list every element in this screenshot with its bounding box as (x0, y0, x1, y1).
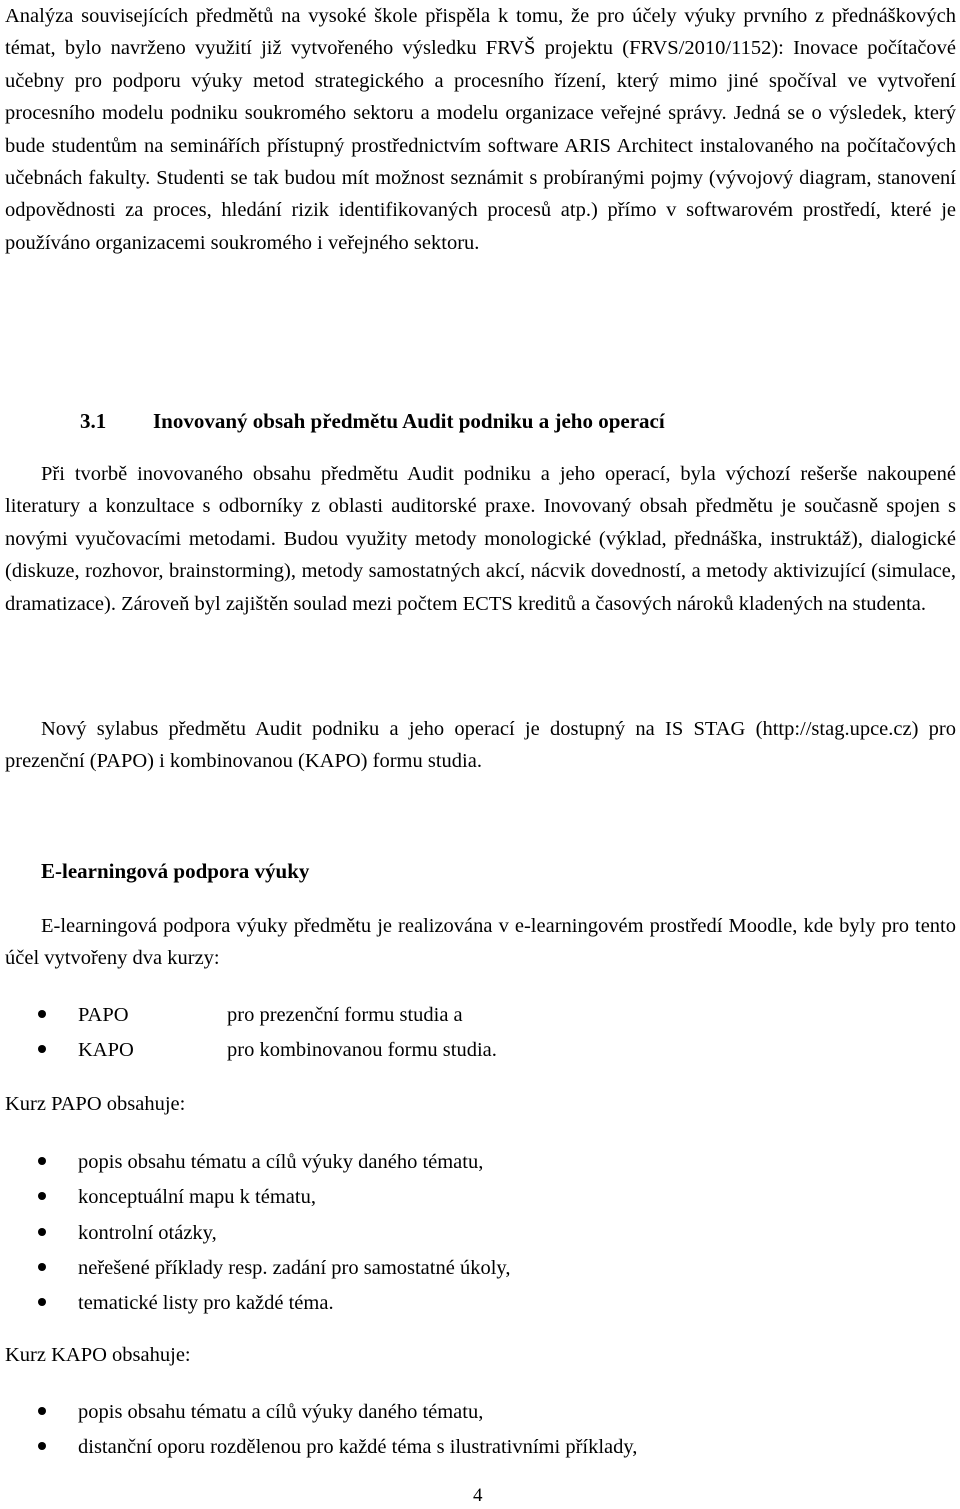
bullet-icon (38, 1228, 46, 1236)
course-code: PAPO (78, 1004, 129, 1026)
kapo-label: Kurz KAPO obsahuje: (5, 1344, 191, 1366)
course-description: pro kombinovanou formu studia. (227, 1039, 497, 1062)
bullet-icon (38, 1045, 46, 1053)
intro-paragraph: Analýza souvisejících předmětů na vysoké škole přispěla k tomu, že pro účely výuky prvního z přednáškových témat, bylo navrženo využití již vytvořeného výsledku FRVŠ projektu (FRVS/2010/1152): Inovace počítačové učebny pro podporu výuky metod strategického a procesního řízení, který mimo jiné spočíval ve vytvoření procesního modelu podniku soukromého sektoru a modelu organizace veřejné správy. Jedná se o výsledek, který bude studentům na seminářích přístupný prostřednictvím software ARIS Architect instalovaného na počítačových učebnách fakulty. Studenti se tak budou mít možnost seznámit s probíranými pojmy (vývojový diagram, stanovení odpovědnosti za proces, hledání rizik identifikovaných procesů atp.) přímo v softwarovém prostředí, které je používáno organizacemi soukromého i veřejného sektoru. (5, 5, 956, 254)
list-item-text: distanční oporu rozdělenou pro každé téma s ilustrativními příklady, (78, 1436, 638, 1459)
bullet-icon (38, 1442, 46, 1450)
list-item-text: konceptuální mapu k tématu, (78, 1186, 316, 1209)
bullet-icon (38, 1407, 46, 1415)
list-item-text: popis obsahu tématu a cílů výuky daného tématu, (78, 1151, 484, 1173)
course-description: pro prezenční formu studia a (227, 1004, 463, 1026)
list-item-text: popis obsahu tématu a cílů výuky daného tématu, (78, 1401, 484, 1423)
list-item-text: neřešené příklady resp. zadání pro samostatné úkoly, (78, 1256, 511, 1279)
course-code: KAPO (78, 1039, 134, 1062)
elearning-paragraph: E-learningová podpora výuky předmětu je realizována v e-learningovém prostředí Moodle, kde byly pro tento účel vytvořeny dva kurzy: (5, 915, 956, 970)
section-paragraph-1: Při tvorbě inovovaného obsahu předmětu Audit podniku a jeho operací, byla výchozí rešerše nakoupené literatury a konzultace s odborníky z oblasti auditorské praxe. Inovovaný obsah předmětu je současně spojen s novými vyučovacími metodami. Budou využity metody monologické (výklad, přednáška, instruktáž), dialogické (diskuze, rozhovor, brainstorming), metody samostatných akcí, nácvik dovedností, a metody aktivizující (simulace, dramatizace). Zároveň byl zajištěn soulad mezi počtem ECTS kreditů a časových nároků kladených na studenta. (5, 463, 956, 615)
list-item-text: kontrolní otázky, (78, 1221, 217, 1244)
bullet-icon (38, 1157, 46, 1165)
section-title: Inovovaný obsah předmětu Audit podniku a jeho operací (153, 409, 665, 433)
bullet-icon (38, 1010, 46, 1018)
section-number: 3.1 (80, 409, 107, 433)
list-item-text: tematické listy pro každé téma. (78, 1292, 334, 1315)
papo-label: Kurz PAPO obsahuje: (5, 1093, 186, 1115)
bullet-icon (38, 1298, 46, 1306)
elearning-heading: E-learningová podpora výuky (41, 859, 310, 883)
bullet-icon (38, 1263, 46, 1271)
section-paragraph-2: Nový sylabus předmětu Audit podniku a jeho operací je dostupný na IS STAG (http://stag.upce.cz) pro prezenční (PAPO) i kombinovanou (KAPO) formu studia. (5, 718, 956, 773)
bullet-icon (38, 1192, 46, 1200)
page-number: 4 (473, 1485, 483, 1506)
